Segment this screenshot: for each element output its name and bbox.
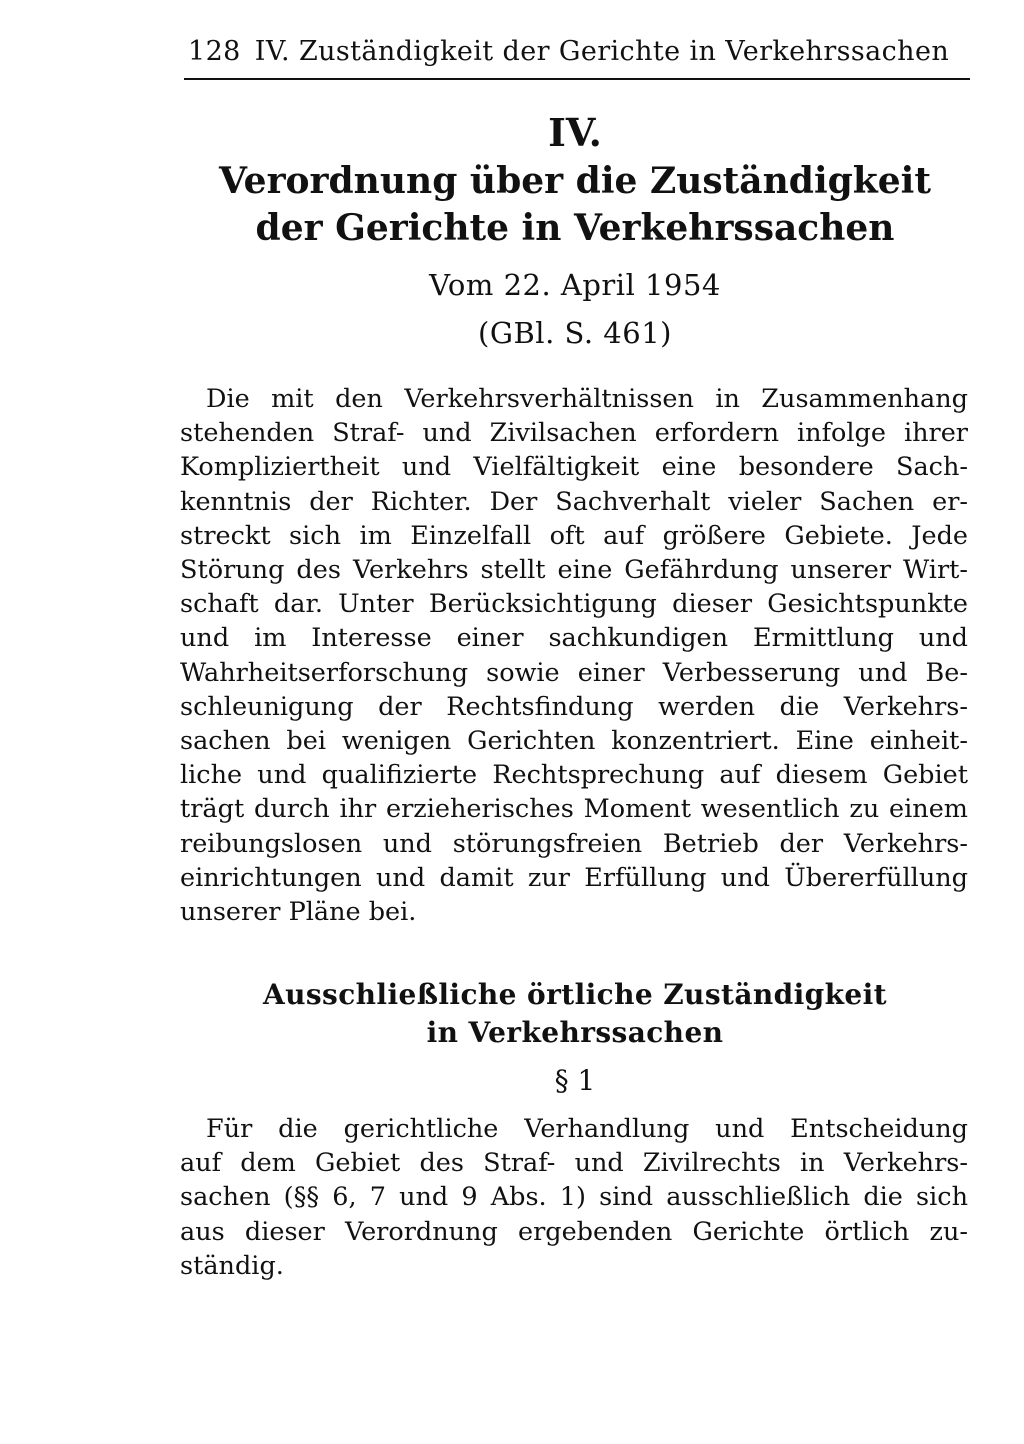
text-line: einrichtungen und damit zur Erfüllung und Übererfüllung xyxy=(180,862,968,893)
text-line: schaft dar. Unter Berücksichtigung dieser Gesichtspunkte xyxy=(180,589,968,620)
text-line: trägt durch ihr erzieherisches Moment wesentlich zu einem xyxy=(180,794,968,825)
chapter-number: IV. xyxy=(548,110,602,155)
text-line: Die mit den Verkehrsverhältnissen in Zusammenhang xyxy=(206,384,968,414)
text-line: sachen bei wenigen Gerichten konzentriert. Eine einheit- xyxy=(180,726,968,757)
running-title: IV. Zuständigkeit der Gerichte in Verkehrssachen xyxy=(254,36,950,67)
text-line: reibungslosen und störungsfreien Betrieb der Verkehrs- xyxy=(180,828,968,859)
text-line: Kompliziertheit und Vielfältigkeit eine besondere Sach- xyxy=(180,452,968,483)
section-heading-line-1: Ausschließliche örtliche Zuständigkeit xyxy=(263,978,887,1011)
header-rule xyxy=(184,78,970,80)
paragraph-number: § 1 xyxy=(554,1064,596,1097)
text-line: unserer Pläne bei. xyxy=(180,897,417,928)
text-line: und im Interesse einer sachkundigen Ermittlung und xyxy=(180,623,968,654)
preamble-paragraph xyxy=(180,382,968,929)
text-line: aus dieser Verordnung ergebenden Gerichte örtlich zu- xyxy=(180,1216,968,1247)
text-line: ständig. xyxy=(180,1250,284,1281)
paragraph-1-text xyxy=(180,1112,968,1283)
ordinance-title-line-2: der Gerichte in Verkehrssachen xyxy=(255,207,895,249)
text-line: sachen (§§ 6, 7 und 9 Abs. 1) sind ausschließlich die sich xyxy=(180,1182,968,1213)
running-header xyxy=(188,36,968,67)
text-line: Wahrheitserforschung sowie einer Verbesserung und Be- xyxy=(180,657,968,688)
text-line: Für die gerichtliche Verhandlung und Entscheidung xyxy=(206,1114,968,1144)
text-line: Störung des Verkehrs stellt eine Gefährdung unserer Wirt- xyxy=(180,555,968,586)
text-line: liche und qualifizierte Rechtsprechung auf diesem Gebiet xyxy=(180,760,968,791)
text-line: stehenden Straf- und Zivilsachen erfordern infolge ihrer xyxy=(180,418,968,449)
section-heading-line-2: in Verkehrssachen xyxy=(426,1016,724,1049)
page-number: 128 xyxy=(188,36,241,67)
gazette-reference: (GBl. S. 461) xyxy=(478,316,672,350)
text-line: schleunigung der Rechtsfindung werden die Verkehrs- xyxy=(180,691,968,722)
text-line: kenntnis der Richter. Der Sachverhalt vieler Sachen er- xyxy=(180,486,968,517)
ordinance-title-line-1: Verordnung über die Zuständigkeit xyxy=(219,160,931,202)
text-line: streckt sich im Einzelfall oft auf größere Gebiete. Jede xyxy=(180,520,968,551)
text-line: auf dem Gebiet des Straf- und Zivilrechts in Verkehrs- xyxy=(180,1148,968,1179)
ordinance-date: Vom 22. April 1954 xyxy=(429,268,721,302)
